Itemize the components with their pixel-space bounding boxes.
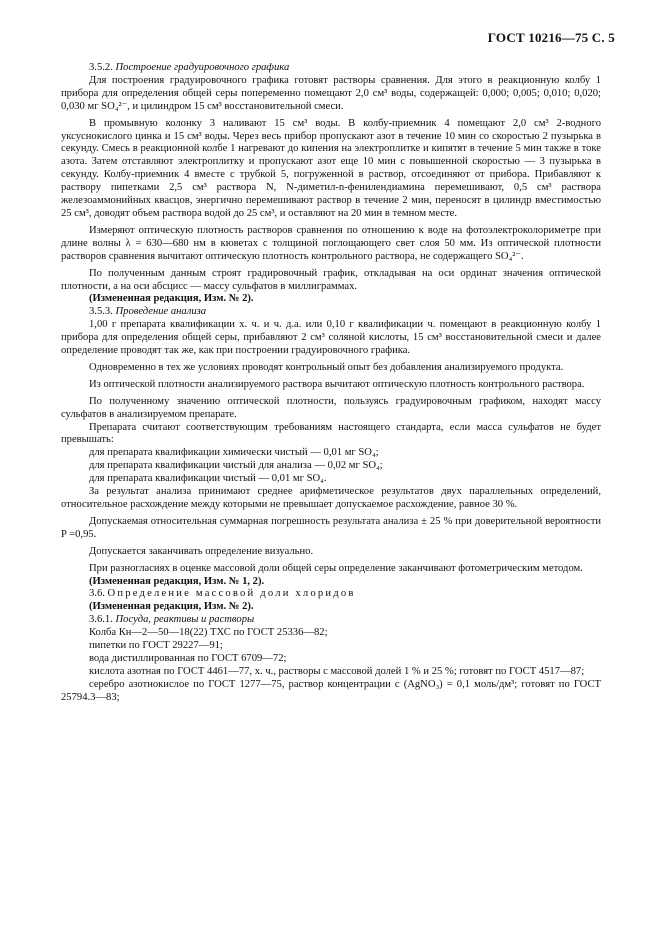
paragraph: вода дистиллированная по ГОСТ 6709—72;	[89, 652, 287, 664]
paragraph: 1,00 г препарата квалификации х. ч. и ч. д.а. или 0,10 г квалификации ч. помещают в реакционную колбу 1 прибора для определения общей серы, прибавляют 2 см³ соляной кислоты, 15 см³ восстановительной смеси и далее определение проводят так же, как при построении градуировочного графика.	[61, 319, 601, 357]
paragraph: для препарата квалификации чистый — 0,01 мг SO₄.	[89, 473, 327, 485]
section-heading	[61, 614, 601, 627]
section-heading	[61, 306, 601, 319]
page-header: ГОСТ 10216—75 С. 5	[487, 30, 615, 45]
paragraph: Допускается заканчивать определение визуально.	[89, 545, 314, 557]
paragraph: Измеряют оптическую плотность растворов сравнения по отношению к воде на фотоэлектроколориметре при длине волны λ = 630—680 нм в кюветах с толщиной поглощающего свет слоя 50 мм. Из оптической плотности растворов сравнения вычитают оптическую плотность контрольного раствора, не содержащего SO₄²⁻.	[61, 224, 601, 262]
section-number: 3.5.3.	[89, 306, 113, 318]
paragraph: Для построения градуировочного графика готовят растворы сравнения. Для этого в реакционную колбу 1 прибора для определения общей серы попеременно помещают 2,0 см³ воды, содержащей: 0,000; 0,005; 0,010; 0,020; 0,030 мг SO₄²⁻, и цилиндром 15 см³ восстановительной смеси.	[61, 74, 601, 112]
paragraph: В промывную колонку 3 наливают 15 см³ воды. В колбу-приемник 4 помещают 2,0 см³ 2-водного уксуснокислого цинка и 15 см³ воды. Через весь прибор пропускают азот в течение 10 мин со скоростью 2 пузырька в секунду. Смесь в реакционной колбе 1 нагревают до кипения на электроплитке и кипятят в течение 5 мин также в токе азота. Затем отставляют электроплитку и пропускают азот еще 10 мин с повышенной скоростью — 3 пузырька в секунду. Колбу-приемник 4 вместе с трубкой 5, погруженной в раствор, отсоединяют от прибора. Прибавляют к раствору пипетками 2,5 см³ раствора N, N-диметил-n-фенилендиамина перемешивают, 0,5 см³ раствора железоаммонийных квасцов, энергично перемешивают раствор в течение 2 мин, переносят в цилиндр вместимостью 25 см³, доводят объем раствора водой до 25 см³, и оставляют на 20 мин в темном месте.	[61, 117, 601, 219]
section-heading	[61, 62, 601, 75]
paragraph: При разногласиях в оценке массовой доли общей серы определение заканчивают фотометрическим методом.	[89, 562, 583, 574]
section-number: 3.6.1.	[89, 614, 113, 626]
paragraph: По полученным данным строят градировочный график, откладывая на оси ординат значения оптической плотности, а на оси абсцисс — массу сульфатов в миллиграммах.	[61, 267, 601, 292]
amendment-note: (Измененная редакция, Изм. № 2).	[89, 601, 254, 613]
amendment-note: (Измененная редакция, Изм. № 1, 2).	[89, 575, 265, 587]
section-title: Определение массовой доли хлоридов	[107, 588, 356, 600]
paragraph: пипетки по ГОСТ 29227—91;	[89, 640, 223, 652]
section-number: 3.5.2.	[89, 62, 113, 73]
section-title: Построение градуировочного графика	[115, 62, 290, 73]
section-number: 3.6.	[89, 588, 105, 600]
paragraph: За результат анализа принимают среднее арифметическое результатов двух параллельных определений, относительное расхождение между которыми не превышает допускаемое расхождение, равное 30 %.	[61, 486, 601, 510]
paragraph: Одновременно в тех же условиях проводят контрольный опыт без добавления анализируемого продукта.	[89, 361, 564, 373]
document-body	[61, 62, 601, 705]
section-heading	[61, 588, 601, 601]
amendment-note: (Измененная редакция, Изм. № 2).	[89, 293, 254, 305]
paragraph: Допускаемая относительная суммарная погрешность результата анализа ± 25 % при доверительной вероятности P =0,95.	[61, 515, 601, 540]
paragraph: По полученному значению оптической плотности, пользуясь градуировочным графиком, находят массу сульфатов в анализируемом препарате.	[61, 395, 601, 420]
paragraph: для препарата квалификации химически чистый — 0,01 мг SO₄;	[89, 447, 379, 459]
section-title: Посуда, реактивы и растворы	[115, 614, 255, 626]
paragraph: Из оптической плотности анализируемого раствора вычитают оптическую плотность контрольного раствора.	[89, 378, 585, 390]
paragraph: Колба Кн—2—50—18(22) ТХС по ГОСТ 25336—82;	[89, 627, 328, 639]
section-title: Проведение анализа	[115, 306, 207, 318]
paragraph: для препарата квалификации чистый для анализа — 0,02 мг SO₄;	[89, 460, 383, 472]
paragraph: кислота азотная по ГОСТ 4461—77, х. ч., растворы с массовой долей 1 % и 25 %; готовят по ГОСТ 4517—87;	[89, 665, 585, 677]
paragraph: Препарата считают соответствующим требованиям настоящего стандарта, если масса сульфатов не будет превышать:	[61, 421, 601, 446]
paragraph: серебро азотнокислое по ГОСТ 1277—75, раствор концентрации c (AgNO₃) = 0,1 моль/дм³; готовят по ГОСТ 25794.3—83;	[61, 678, 601, 703]
